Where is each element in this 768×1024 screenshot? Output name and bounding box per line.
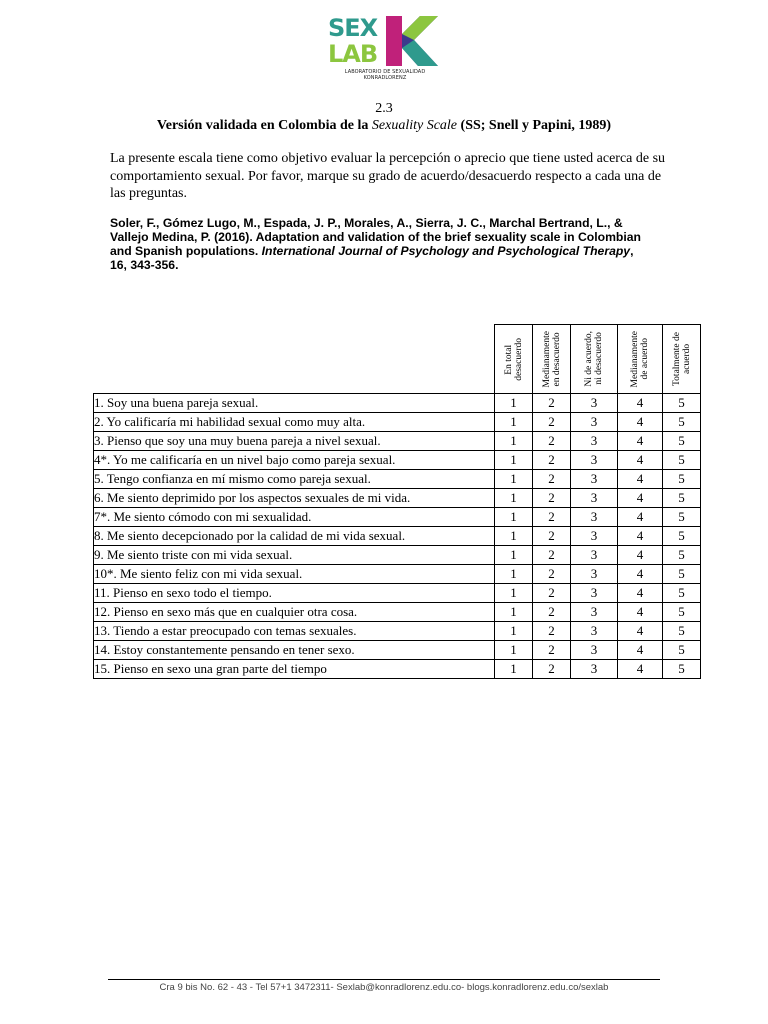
rating-option[interactable]: 3 [571,546,618,565]
rating-option[interactable]: 2 [533,641,571,660]
rating-option[interactable]: 3 [571,641,618,660]
footer-divider [108,979,660,980]
section-number: 2.3 [375,101,393,116]
rating-option[interactable]: 3 [571,622,618,641]
rating-option[interactable]: 1 [495,508,533,527]
rating-option[interactable]: 4 [618,508,663,527]
sexuality-scale-table [93,324,701,679]
intro-paragraph: La presente escala tiene como objetivo evaluar la percepción o aprecio que tiene usted acerca de su comportamiento sexual. Por favor, marque su grado de acuerdo/desacuerdo respecto a cada una de las preguntas. [110,151,666,201]
rating-option[interactable]: 3 [571,508,618,527]
rating-option[interactable]: 3 [571,584,618,603]
rating-option[interactable]: 5 [663,546,701,565]
citation-journal: International Journal of Psychology and Psychological Therapy [261,244,631,258]
table-row [94,565,701,584]
title-suffix: (SS; Snell y Papini, 1989) [457,118,612,133]
rating-option[interactable]: 4 [618,622,663,641]
rating-option[interactable]: 1 [495,584,533,603]
rating-option[interactable]: 5 [663,603,701,622]
header-blank-cell [94,325,495,394]
rating-option[interactable]: 4 [618,432,663,451]
table-row [94,546,701,565]
column-header: Ni de acuerdo, ni desacuerdo [571,325,618,394]
item-text: 13. Tiendo a estar preocupado con temas sexuales. [94,622,495,641]
table-row [94,470,701,489]
rating-option[interactable]: 4 [618,565,663,584]
table-row [94,660,701,679]
column-header: En total desacuerdo [495,325,533,394]
rating-option[interactable]: 3 [571,470,618,489]
rating-option[interactable]: 3 [571,489,618,508]
rating-option[interactable]: 5 [663,451,701,470]
item-text: 7*. Me siento cómodo con mi sexualidad. [94,508,495,527]
rating-option[interactable]: 3 [571,394,618,413]
rating-option[interactable]: 4 [618,641,663,660]
rating-option[interactable]: 5 [663,641,701,660]
rating-option[interactable]: 3 [571,451,618,470]
column-header: Medianamente de acuerdo [618,325,663,394]
rating-option[interactable]: 3 [571,603,618,622]
svg-text:SEX: SEX [328,14,378,42]
rating-option[interactable]: 5 [663,394,701,413]
rating-option[interactable]: 4 [618,394,663,413]
rating-option[interactable]: 4 [618,413,663,432]
rating-option[interactable]: 1 [495,603,533,622]
item-text: 11. Pienso en sexo todo el tiempo. [94,584,495,603]
item-text: 9. Me siento triste con mi vida sexual. [94,546,495,565]
citation [110,216,650,272]
table-row [94,508,701,527]
rating-option[interactable]: 5 [663,565,701,584]
rating-option[interactable]: 1 [495,622,533,641]
table-row [94,603,701,622]
rating-option[interactable]: 2 [533,489,571,508]
page-title [0,118,768,134]
rating-option[interactable]: 2 [533,603,571,622]
rating-option[interactable]: 3 [571,660,618,679]
table-row [94,489,701,508]
table-row [94,622,701,641]
rating-option[interactable]: 1 [495,470,533,489]
citation-authors: Soler, F., Gómez Lugo, M., Espada, J. P., Morales, A., Sierra, J. C., Marchal Bertrand, L., & Vallejo Medina, P. (2016). Adaptation and validation of the brief sexuality scale in Colombian and Spanish populations. [110,216,641,258]
rating-option[interactable]: 5 [663,660,701,679]
rating-option[interactable]: 5 [663,584,701,603]
rating-option[interactable]: 1 [495,394,533,413]
table-row [94,641,701,660]
item-text: 8. Me siento decepcionado por la calidad de mi vida sexual. [94,527,495,546]
item-text: 3. Pienso que soy una muy buena pareja a nivel sexual. [94,432,495,451]
item-text: 15. Pienso en sexo una gran parte del tiempo [94,660,495,679]
rating-option[interactable]: 2 [533,508,571,527]
item-text: 14. Estoy constantemente pensando en tener sexo. [94,641,495,660]
rating-option[interactable]: 2 [533,413,571,432]
rating-option[interactable]: 1 [495,451,533,470]
rating-option[interactable]: 2 [533,660,571,679]
title-prefix: Versión validada en Colombia de la [156,118,372,133]
table-row [94,451,701,470]
svg-text:LAB: LAB [328,40,378,68]
table-row [94,584,701,603]
rating-option[interactable]: 1 [495,489,533,508]
title-italic: Sexuality Scale [371,118,458,133]
item-text: 12. Pienso en sexo más que en cualquier otra cosa. [94,603,495,622]
item-text: 10*. Me siento feliz con mi vida sexual. [94,565,495,584]
column-header: Medianamente en desacuerdo [533,325,571,394]
table-row [94,432,701,451]
table-row [94,413,701,432]
rating-option[interactable]: 4 [618,451,663,470]
rating-option[interactable]: 2 [533,470,571,489]
rating-option[interactable]: 2 [533,622,571,641]
table-header-row [94,325,701,394]
rating-option[interactable]: 2 [533,394,571,413]
item-text: 1. Soy una buena pareja sexual. [94,394,495,413]
rating-option[interactable]: 4 [618,603,663,622]
rating-option[interactable]: 4 [618,489,663,508]
rating-option[interactable]: 1 [495,546,533,565]
rating-option[interactable]: 1 [495,641,533,660]
rating-option[interactable]: 1 [495,660,533,679]
rating-option[interactable]: 3 [571,527,618,546]
rating-option[interactable]: 5 [663,527,701,546]
item-text: 6. Me siento deprimido por los aspectos sexuales de mi vida. [94,489,495,508]
rating-option[interactable]: 4 [618,584,663,603]
rating-option[interactable]: 1 [495,432,533,451]
rating-option[interactable]: 1 [495,413,533,432]
table-row [94,394,701,413]
rating-option[interactable]: 2 [533,451,571,470]
rating-option[interactable]: 4 [618,546,663,565]
sexlab-logo [326,12,444,81]
rating-option[interactable]: 2 [533,432,571,451]
rating-option[interactable]: 2 [533,584,571,603]
rating-option[interactable]: 4 [618,527,663,546]
sexlab-logo-graphic [326,12,444,68]
rating-option[interactable]: 5 [663,508,701,527]
rating-option[interactable]: 5 [663,622,701,641]
citation-pages: 343-356. [130,258,179,272]
rating-option[interactable]: 2 [533,546,571,565]
rating-option[interactable]: 1 [495,565,533,584]
rating-option[interactable]: 5 [663,489,701,508]
rating-option[interactable]: 2 [533,527,571,546]
rating-option[interactable]: 2 [533,565,571,584]
rating-option[interactable]: 5 [663,413,701,432]
citation-volume: , 16, [110,244,634,272]
footer-contact: Cra 9 bis No. 62 - 43 - Tel 57+1 3472311- Sexlab@konradlorenz.edu.co- blogs.konradlorenz.edu.co/sexlab [159,982,609,993]
logo-tagline: LABORATORIO DE SEXUALIDAD KONRADLORENZ [344,69,426,81]
rating-option[interactable]: 1 [495,527,533,546]
item-text: 4*. Yo me calificaría en un nivel bajo como pareja sexual. [94,451,495,470]
rating-option[interactable]: 5 [663,470,701,489]
rating-option[interactable]: 3 [571,565,618,584]
rating-option[interactable]: 4 [618,660,663,679]
item-text: 5. Tengo confianza en mí mismo como pareja sexual. [94,470,495,489]
rating-option[interactable]: 5 [663,432,701,451]
table-row [94,527,701,546]
rating-option[interactable]: 4 [618,470,663,489]
item-text: 2. Yo calificaría mi habilidad sexual como muy alta. [94,413,495,432]
column-header: Totalmente de acuerdo [663,325,701,394]
rating-option[interactable]: 3 [571,432,618,451]
rating-option[interactable]: 3 [571,413,618,432]
